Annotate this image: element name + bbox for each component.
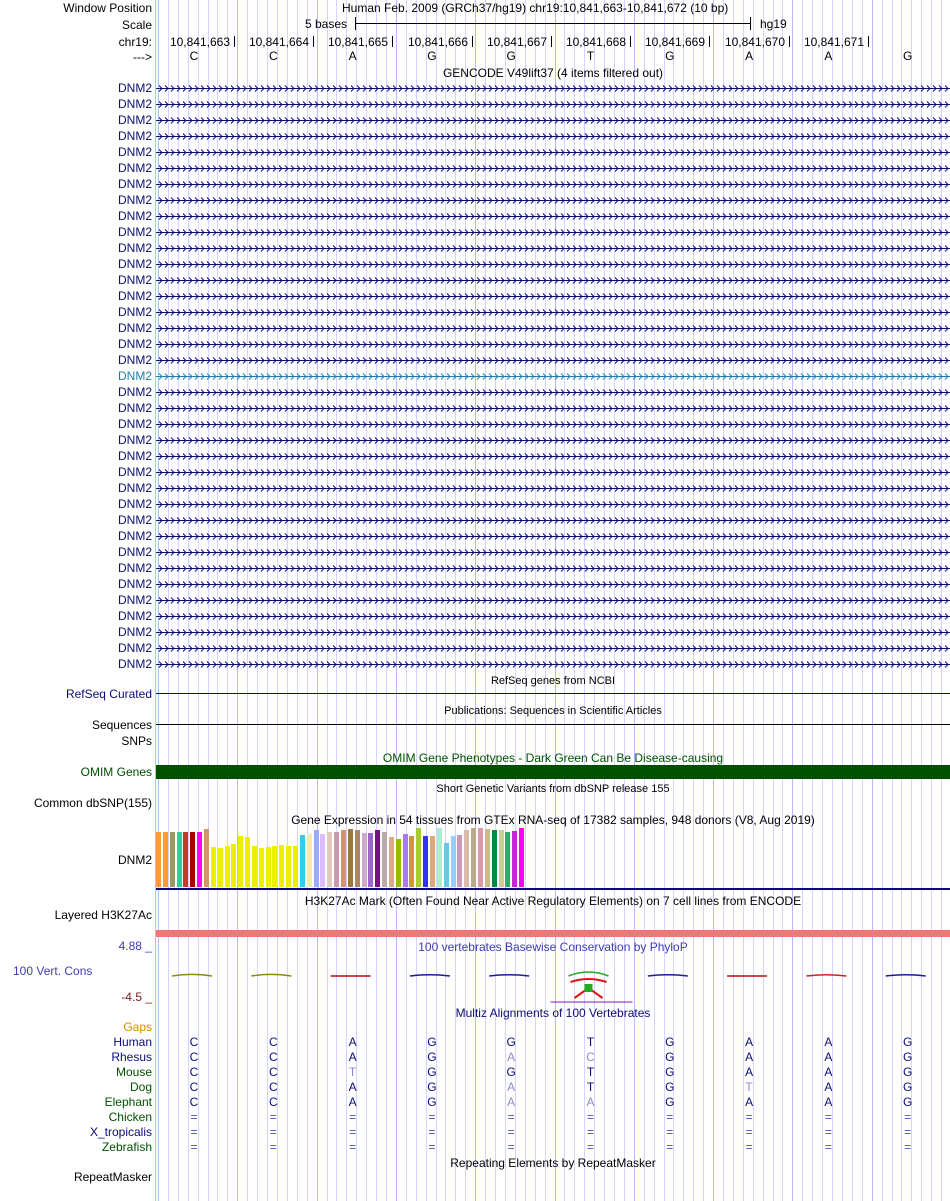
- phylop-max-label[interactable]: 4.88 _: [118, 939, 152, 953]
- multiz-base: =: [349, 1140, 357, 1154]
- phylop-label[interactable]: 100 Vert. Cons: [13, 964, 93, 978]
- h3k27ac-signal[interactable]: [156, 930, 950, 937]
- multiz-base: G: [903, 1095, 913, 1109]
- position-label: 10,841,668: [565, 35, 626, 49]
- phylop-score-mark: [806, 975, 846, 976]
- gtex-tissue-bar[interactable]: [225, 846, 230, 887]
- publications-line[interactable]: [156, 724, 950, 725]
- gencode-transcript[interactable]: [156, 339, 950, 350]
- multiz-base: G: [903, 1050, 913, 1064]
- gencode-gene-label[interactable]: DNM2: [117, 241, 152, 255]
- gtex-tissue-bar[interactable]: [314, 830, 319, 887]
- gencode-transcript[interactable]: [156, 387, 950, 398]
- multiz-base: C: [189, 1050, 199, 1064]
- phylop-score-mark: [648, 975, 688, 976]
- multiz-base: =: [190, 1125, 198, 1139]
- multiz-base: T: [745, 1080, 753, 1094]
- multiz-base: T: [586, 1065, 595, 1079]
- multiz-base: =: [666, 1110, 674, 1124]
- multiz-base: =: [428, 1110, 436, 1124]
- snps-label[interactable]: SNPs: [121, 734, 152, 748]
- h3k27ac-label[interactable]: Layered H3K27Ac: [54, 908, 152, 922]
- refseq-title: RefSeq genes from NCBI: [490, 675, 616, 687]
- reference-base: A: [348, 49, 357, 63]
- gtex-tissue-bar[interactable]: [375, 830, 380, 887]
- omim-title: OMIM Gene Phenotypes - Dark Green Can Be Disease-causing: [382, 751, 724, 765]
- multiz-base: A: [824, 1050, 833, 1064]
- gencode-gene-label[interactable]: DNM2: [117, 273, 152, 287]
- phylop-score-mark: [489, 975, 529, 976]
- gencode-gene-label[interactable]: DNM2: [117, 97, 152, 111]
- gencode-gene-label[interactable]: DNM2: [117, 593, 152, 607]
- gtex-tissue-bar[interactable]: [238, 836, 243, 887]
- gencode-gene-label[interactable]: DNM2: [117, 225, 152, 239]
- position-label: 10,841,664: [248, 35, 309, 49]
- gtex-tissue-bar[interactable]: [279, 845, 284, 887]
- multiz-base: A: [824, 1065, 833, 1079]
- multiz-base: G: [427, 1095, 437, 1109]
- multiz-base: =: [269, 1125, 277, 1139]
- multiz-base: G: [427, 1035, 437, 1049]
- gencode-gene-label[interactable]: DNM2: [117, 321, 152, 335]
- multiz-base: C: [189, 1080, 199, 1094]
- gencode-gene-label[interactable]: DNM2: [117, 625, 152, 639]
- gencode-transcript[interactable]: [156, 467, 950, 478]
- phylop-peak-bar: [585, 984, 593, 992]
- gtex-title: Gene Expression in 54 tissues from GTEx RNA-seq of 17382 samples, 948 donors (V8, Aug 2019): [291, 813, 815, 827]
- gtex-tissue-bar[interactable]: [499, 830, 504, 887]
- gencode-transcript[interactable]: [156, 643, 950, 654]
- gencode-transcript[interactable]: [156, 563, 950, 574]
- multiz-base: =: [190, 1110, 198, 1124]
- gencode-gene-label[interactable]: DNM2: [117, 529, 152, 543]
- multiz-base: A: [507, 1080, 516, 1094]
- multiz-base: A: [348, 1095, 357, 1109]
- gencode-gene-label[interactable]: DNM2: [117, 513, 152, 527]
- assembly-title: Human Feb. 2009 (GRCh37/hg19) chr19:10,841,663-10,841,672 (10 bp): [342, 1, 729, 15]
- phylop-score-mark: [410, 975, 450, 976]
- gtex-tissue-bar[interactable]: [464, 830, 469, 887]
- gencode-gene-label[interactable]: DNM2: [117, 145, 152, 159]
- publications-title: Publications: Sequences in Scientific Articles: [444, 705, 662, 717]
- multiz-base: C: [268, 1035, 278, 1049]
- multiz-base: A: [348, 1050, 357, 1064]
- phylop-score-mark: [886, 975, 926, 976]
- gtex-tissue-bar[interactable]: [334, 832, 339, 887]
- refseq-gene-line[interactable]: [156, 693, 950, 694]
- multiz-base: C: [586, 1050, 595, 1064]
- multiz-base: =: [824, 1140, 832, 1154]
- gtex-tissue-bar[interactable]: [170, 832, 175, 887]
- dbsnp-title: Short Genetic Variants from dbSNP release 155: [436, 783, 670, 795]
- multiz-base: G: [427, 1065, 437, 1079]
- gtex-tissue-bar[interactable]: [430, 836, 435, 887]
- multiz-base: G: [903, 1035, 913, 1049]
- gencode-gene-label[interactable]: DNM2: [117, 113, 152, 127]
- gtex-tissue-bar[interactable]: [451, 836, 456, 887]
- gtex-tissue-bar[interactable]: [478, 828, 483, 887]
- gtex-label[interactable]: DNM2: [117, 853, 152, 867]
- gencode-transcript[interactable]: [156, 435, 950, 446]
- gencode-transcript[interactable]: [156, 147, 950, 158]
- gtex-tissue-bar[interactable]: [286, 846, 291, 887]
- gtex-tissue-bar[interactable]: [320, 834, 325, 887]
- gtex-baseline: [156, 888, 950, 890]
- window-position-label[interactable]: Window Position: [63, 1, 152, 15]
- multiz-base: G: [665, 1065, 675, 1079]
- gencode-transcript[interactable]: [156, 419, 950, 430]
- gencode-transcript[interactable]: [156, 499, 950, 510]
- gtex-tissue-bar[interactable]: [252, 846, 257, 887]
- multiz-base: C: [268, 1065, 278, 1079]
- gencode-transcript[interactable]: [156, 211, 950, 222]
- multiz-species-label[interactable]: Human: [113, 1035, 152, 1049]
- gtex-tissue-bar[interactable]: [492, 830, 497, 887]
- scale-bar-left-tick: [355, 17, 356, 30]
- multiz-base: A: [507, 1050, 516, 1064]
- gencode-gene-label[interactable]: DNM2: [117, 193, 152, 207]
- gencode-transcript[interactable]: [156, 547, 950, 558]
- gencode-gene-label[interactable]: DNM2: [117, 129, 152, 143]
- gencode-gene-label[interactable]: DNM2: [117, 209, 152, 223]
- multiz-base: A: [745, 1035, 754, 1049]
- strand-label[interactable]: --->: [133, 50, 152, 64]
- gtex-tissue-bar[interactable]: [409, 836, 414, 887]
- multiz-base: C: [268, 1095, 278, 1109]
- multiz-base: =: [666, 1140, 674, 1154]
- omim-label[interactable]: OMIM Genes: [80, 765, 152, 779]
- gencode-transcript[interactable]: [156, 355, 950, 366]
- multiz-base: =: [904, 1140, 912, 1154]
- gtex-tissue-bar[interactable]: [190, 832, 195, 887]
- omim-gene-bar[interactable]: [156, 765, 950, 779]
- gencode-gene-label[interactable]: DNM2: [117, 401, 152, 415]
- gencode-gene-label[interactable]: DNM2: [117, 561, 152, 575]
- multiz-base: =: [586, 1125, 595, 1139]
- gencode-transcript[interactable]: [156, 323, 950, 334]
- multiz-species-label[interactable]: Chicken: [108, 1110, 152, 1124]
- gencode-gene-label[interactable]: DNM2: [117, 577, 152, 591]
- gtex-tissue-bar[interactable]: [307, 834, 312, 887]
- gtex-tissue-bar[interactable]: [362, 833, 367, 887]
- multiz-base: =: [745, 1110, 753, 1124]
- multiz-base: G: [427, 1080, 437, 1094]
- multiz-species-label[interactable]: Zebrafish: [101, 1140, 152, 1154]
- track-label-column: [0, 0, 155, 1201]
- multiz-base: =: [507, 1125, 515, 1139]
- multiz-species-label[interactable]: Dog: [129, 1080, 152, 1094]
- gencode-gene-label[interactable]: DNM2: [117, 449, 152, 463]
- publications-label[interactable]: Sequences: [91, 718, 152, 732]
- gencode-gene-label[interactable]: DNM2: [117, 161, 152, 175]
- multiz-base: A: [507, 1095, 516, 1109]
- multiz-base: =: [586, 1140, 595, 1154]
- multiz-base: =: [824, 1110, 832, 1124]
- gtex-tissue-bar[interactable]: [389, 837, 394, 887]
- multiz-base: =: [745, 1125, 753, 1139]
- multiz-base: G: [665, 1035, 675, 1049]
- gencode-transcript[interactable]: [156, 451, 950, 462]
- gtex-tissue-bar[interactable]: [457, 835, 462, 887]
- gencode-transcript[interactable]: [156, 243, 950, 254]
- multiz-base: G: [665, 1050, 675, 1064]
- gencode-transcript[interactable]: [156, 291, 950, 302]
- scale-db-label: hg19: [760, 17, 787, 31]
- multiz-base: =: [507, 1140, 515, 1154]
- gencode-transcript[interactable]: [156, 371, 950, 382]
- multiz-base: A: [824, 1080, 833, 1094]
- gencode-gene-label[interactable]: DNM2: [117, 353, 152, 367]
- gtex-tissue-bar[interactable]: [396, 839, 401, 887]
- gtex-tissue-bar[interactable]: [218, 848, 223, 887]
- gencode-transcript[interactable]: [156, 595, 950, 606]
- phylop-min-label[interactable]: -4.5 _: [121, 990, 152, 1004]
- gencode-gene-label[interactable]: DNM2: [117, 641, 152, 655]
- gtex-tissue-bar[interactable]: [266, 847, 271, 887]
- multiz-base: G: [427, 1050, 437, 1064]
- repeatmasker-label[interactable]: RepeatMasker: [73, 1170, 152, 1184]
- refseq-label[interactable]: RefSeq Curated: [65, 687, 152, 701]
- multiz-base: =: [349, 1125, 357, 1139]
- gencode-gene-label[interactable]: DNM2: [117, 257, 152, 271]
- multiz-base: T: [586, 1035, 595, 1049]
- gtex-tissue-bar[interactable]: [293, 846, 298, 887]
- gencode-gene-label[interactable]: DNM2: [117, 657, 152, 671]
- multiz-base: T: [586, 1080, 595, 1094]
- multiz-base: C: [268, 1080, 278, 1094]
- multiz-base: =: [666, 1125, 674, 1139]
- gencode-gene-label[interactable]: DNM2: [117, 81, 152, 95]
- gencode-gene-label[interactable]: DNM2: [117, 305, 152, 319]
- gtex-tissue-bar[interactable]: [204, 829, 209, 887]
- multiz-base: =: [824, 1125, 832, 1139]
- reference-base: A: [745, 49, 754, 63]
- gencode-gene-label[interactable]: DNM2: [117, 497, 152, 511]
- gencode-gene-label[interactable]: DNM2: [117, 545, 152, 559]
- phylop-score-mark: [172, 974, 212, 976]
- gtex-tissue-bar[interactable]: [177, 832, 182, 887]
- h3k27ac-title: H3K27Ac Mark (Often Found Near Active Regulatory Elements) on 7 cell lines from ENCODE: [304, 894, 802, 908]
- multiz-base: =: [349, 1110, 357, 1124]
- multiz-base: C: [268, 1050, 278, 1064]
- gtex-tissue-bar[interactable]: [423, 836, 428, 887]
- gtex-tissue-bar[interactable]: [444, 843, 449, 887]
- gencode-gene-label[interactable]: DNM2: [117, 417, 152, 431]
- position-label: 10,841,670: [724, 35, 785, 49]
- gtex-tissue-bar[interactable]: [300, 835, 305, 887]
- gencode-transcript[interactable]: [156, 195, 950, 206]
- position-label: 10,841,669: [644, 35, 705, 49]
- multiz-species-label[interactable]: Mouse: [115, 1065, 152, 1079]
- position-label: 10,841,671: [803, 35, 864, 49]
- gencode-transcript[interactable]: [156, 163, 950, 174]
- multiz-base: A: [824, 1095, 833, 1109]
- gencode-transcript[interactable]: [156, 259, 950, 270]
- gencode-gene-label[interactable]: DNM2: [117, 385, 152, 399]
- multiz-gaps-label[interactable]: Gaps: [123, 1020, 152, 1034]
- multiz-base: =: [745, 1140, 753, 1154]
- multiz-base: A: [745, 1095, 754, 1109]
- gtex-tissue-bar[interactable]: [348, 829, 353, 887]
- gtex-tissue-bar[interactable]: [505, 832, 510, 887]
- multiz-base: G: [506, 1035, 516, 1049]
- gencode-transcript[interactable]: [156, 131, 950, 142]
- reference-base: C: [268, 49, 278, 63]
- multiz-base: T: [348, 1065, 357, 1079]
- phylop-score-mark: [569, 972, 609, 976]
- gencode-transcript[interactable]: [156, 531, 950, 542]
- scale-label[interactable]: Scale: [121, 18, 152, 32]
- gtex-tissue-bar[interactable]: [197, 832, 202, 887]
- gencode-gene-label[interactable]: DNM2: [117, 177, 152, 191]
- multiz-base: A: [586, 1095, 595, 1109]
- gencode-gene-label[interactable]: DNM2: [117, 369, 152, 383]
- multiz-base: =: [428, 1140, 436, 1154]
- multiz-base: C: [189, 1095, 199, 1109]
- multiz-species-label[interactable]: X_tropicalis: [89, 1125, 152, 1139]
- multiz-base: G: [903, 1080, 913, 1094]
- track-image-area[interactable]: [156, 0, 950, 1201]
- gtex-tissue-bar[interactable]: [512, 831, 517, 887]
- gencode-transcript[interactable]: [156, 307, 950, 318]
- multiz-base: A: [824, 1035, 833, 1049]
- gtex-tissue-bar[interactable]: [341, 830, 346, 887]
- gencode-gene-label[interactable]: DNM2: [117, 465, 152, 479]
- gencode-transcript[interactable]: [156, 515, 950, 526]
- multiz-base: G: [506, 1065, 516, 1079]
- multiz-base: =: [904, 1110, 912, 1124]
- gencode-transcript[interactable]: [156, 83, 950, 94]
- reference-base: G: [427, 49, 437, 63]
- phylop-score-mark: [251, 974, 291, 976]
- repeatmasker-title: Repeating Elements by RepeatMasker: [450, 1156, 656, 1170]
- gencode-gene-label[interactable]: DNM2: [117, 289, 152, 303]
- multiz-base: =: [190, 1140, 198, 1154]
- gtex-tissue-bar[interactable]: [471, 828, 476, 887]
- multiz-base: =: [507, 1110, 515, 1124]
- reference-base: G: [665, 49, 675, 63]
- multiz-base: =: [904, 1125, 912, 1139]
- position-tick: [868, 36, 869, 47]
- gtex-tissue-bar[interactable]: [355, 830, 360, 887]
- reference-base: G: [506, 49, 516, 63]
- multiz-base: G: [903, 1065, 913, 1079]
- gencode-transcript[interactable]: [156, 403, 950, 414]
- gencode-transcript[interactable]: [156, 99, 950, 110]
- gencode-gene-label[interactable]: DNM2: [117, 337, 152, 351]
- gencode-transcript[interactable]: [156, 611, 950, 622]
- chrom-label[interactable]: chr19:: [118, 35, 152, 49]
- gtex-tissue-bar[interactable]: [403, 834, 408, 887]
- gtex-tissue-bar[interactable]: [327, 832, 332, 887]
- gencode-transcript[interactable]: [156, 115, 950, 126]
- position-label: 10,841,666: [407, 35, 468, 49]
- gencode-transcript[interactable]: [156, 627, 950, 638]
- gtex-tissue-bar[interactable]: [485, 829, 490, 887]
- gtex-tissue-bar[interactable]: [231, 844, 236, 887]
- gtex-tissue-bar[interactable]: [272, 846, 277, 887]
- multiz-title: Multiz Alignments of 100 Vertebrates: [455, 1006, 651, 1020]
- gencode-gene-label[interactable]: DNM2: [117, 609, 152, 623]
- scale-bar-right-tick: [750, 17, 751, 30]
- gtex-tissue-bar[interactable]: [163, 832, 168, 887]
- gencode-transcript[interactable]: [156, 659, 950, 670]
- multiz-base: A: [348, 1035, 357, 1049]
- multiz-species-label[interactable]: Elephant: [104, 1095, 152, 1109]
- gtex-tissue-bar[interactable]: [368, 833, 373, 887]
- gtex-tissue-bar[interactable]: [519, 828, 524, 887]
- gencode-transcript[interactable]: [156, 179, 950, 190]
- multiz-base: =: [269, 1140, 277, 1154]
- multiz-base: G: [665, 1080, 675, 1094]
- gtex-bar-chart[interactable]: [156, 828, 950, 887]
- gtex-tissue-bar[interactable]: [437, 828, 442, 887]
- reference-base: A: [824, 49, 833, 63]
- reference-base: T: [586, 49, 595, 63]
- gtex-tissue-bar[interactable]: [382, 832, 387, 887]
- position-label: 10,841,667: [486, 35, 547, 49]
- multiz-base: =: [269, 1110, 277, 1124]
- gencode-gene-label[interactable]: DNM2: [117, 481, 152, 495]
- gtex-tissue-bar[interactable]: [245, 837, 250, 887]
- multiz-base: C: [189, 1065, 199, 1079]
- gencode-title: GENCODE V49lift37 (4 items filtered out): [442, 66, 664, 80]
- gencode-transcript[interactable]: [156, 483, 950, 494]
- gencode-transcript[interactable]: [156, 579, 950, 590]
- position-label: 10,841,665: [327, 35, 388, 49]
- scale-bar: [355, 23, 751, 24]
- gtex-tissue-bar[interactable]: [416, 828, 421, 887]
- gencode-transcript[interactable]: [156, 227, 950, 238]
- scale-bases-label: 5 bases: [305, 17, 348, 31]
- gencode-transcript[interactable]: [156, 275, 950, 286]
- multiz-base: A: [745, 1050, 754, 1064]
- multiz-base: =: [586, 1110, 595, 1124]
- multiz-base: C: [189, 1035, 199, 1049]
- gtex-tissue-bar[interactable]: [259, 848, 264, 887]
- dbsnp-label[interactable]: Common dbSNP(155): [33, 796, 152, 810]
- phylop-plot[interactable]: [156, 954, 950, 1004]
- gtex-tissue-bar[interactable]: [211, 847, 216, 887]
- multiz-base: =: [428, 1125, 436, 1139]
- gtex-tissue-bar[interactable]: [156, 832, 161, 887]
- multiz-base: A: [745, 1065, 754, 1079]
- reference-base: C: [189, 49, 199, 63]
- phylop-title: 100 vertebrates Basewise Conservation by PhyloP: [418, 940, 688, 954]
- reference-base: G: [903, 49, 913, 63]
- gencode-gene-label[interactable]: DNM2: [117, 433, 152, 447]
- multiz-species-label[interactable]: Rhesus: [111, 1050, 152, 1064]
- multiz-base: A: [348, 1080, 357, 1094]
- position-label: 10,841,663: [169, 35, 230, 49]
- gtex-tissue-bar[interactable]: [183, 832, 188, 887]
- multiz-base: G: [665, 1095, 675, 1109]
